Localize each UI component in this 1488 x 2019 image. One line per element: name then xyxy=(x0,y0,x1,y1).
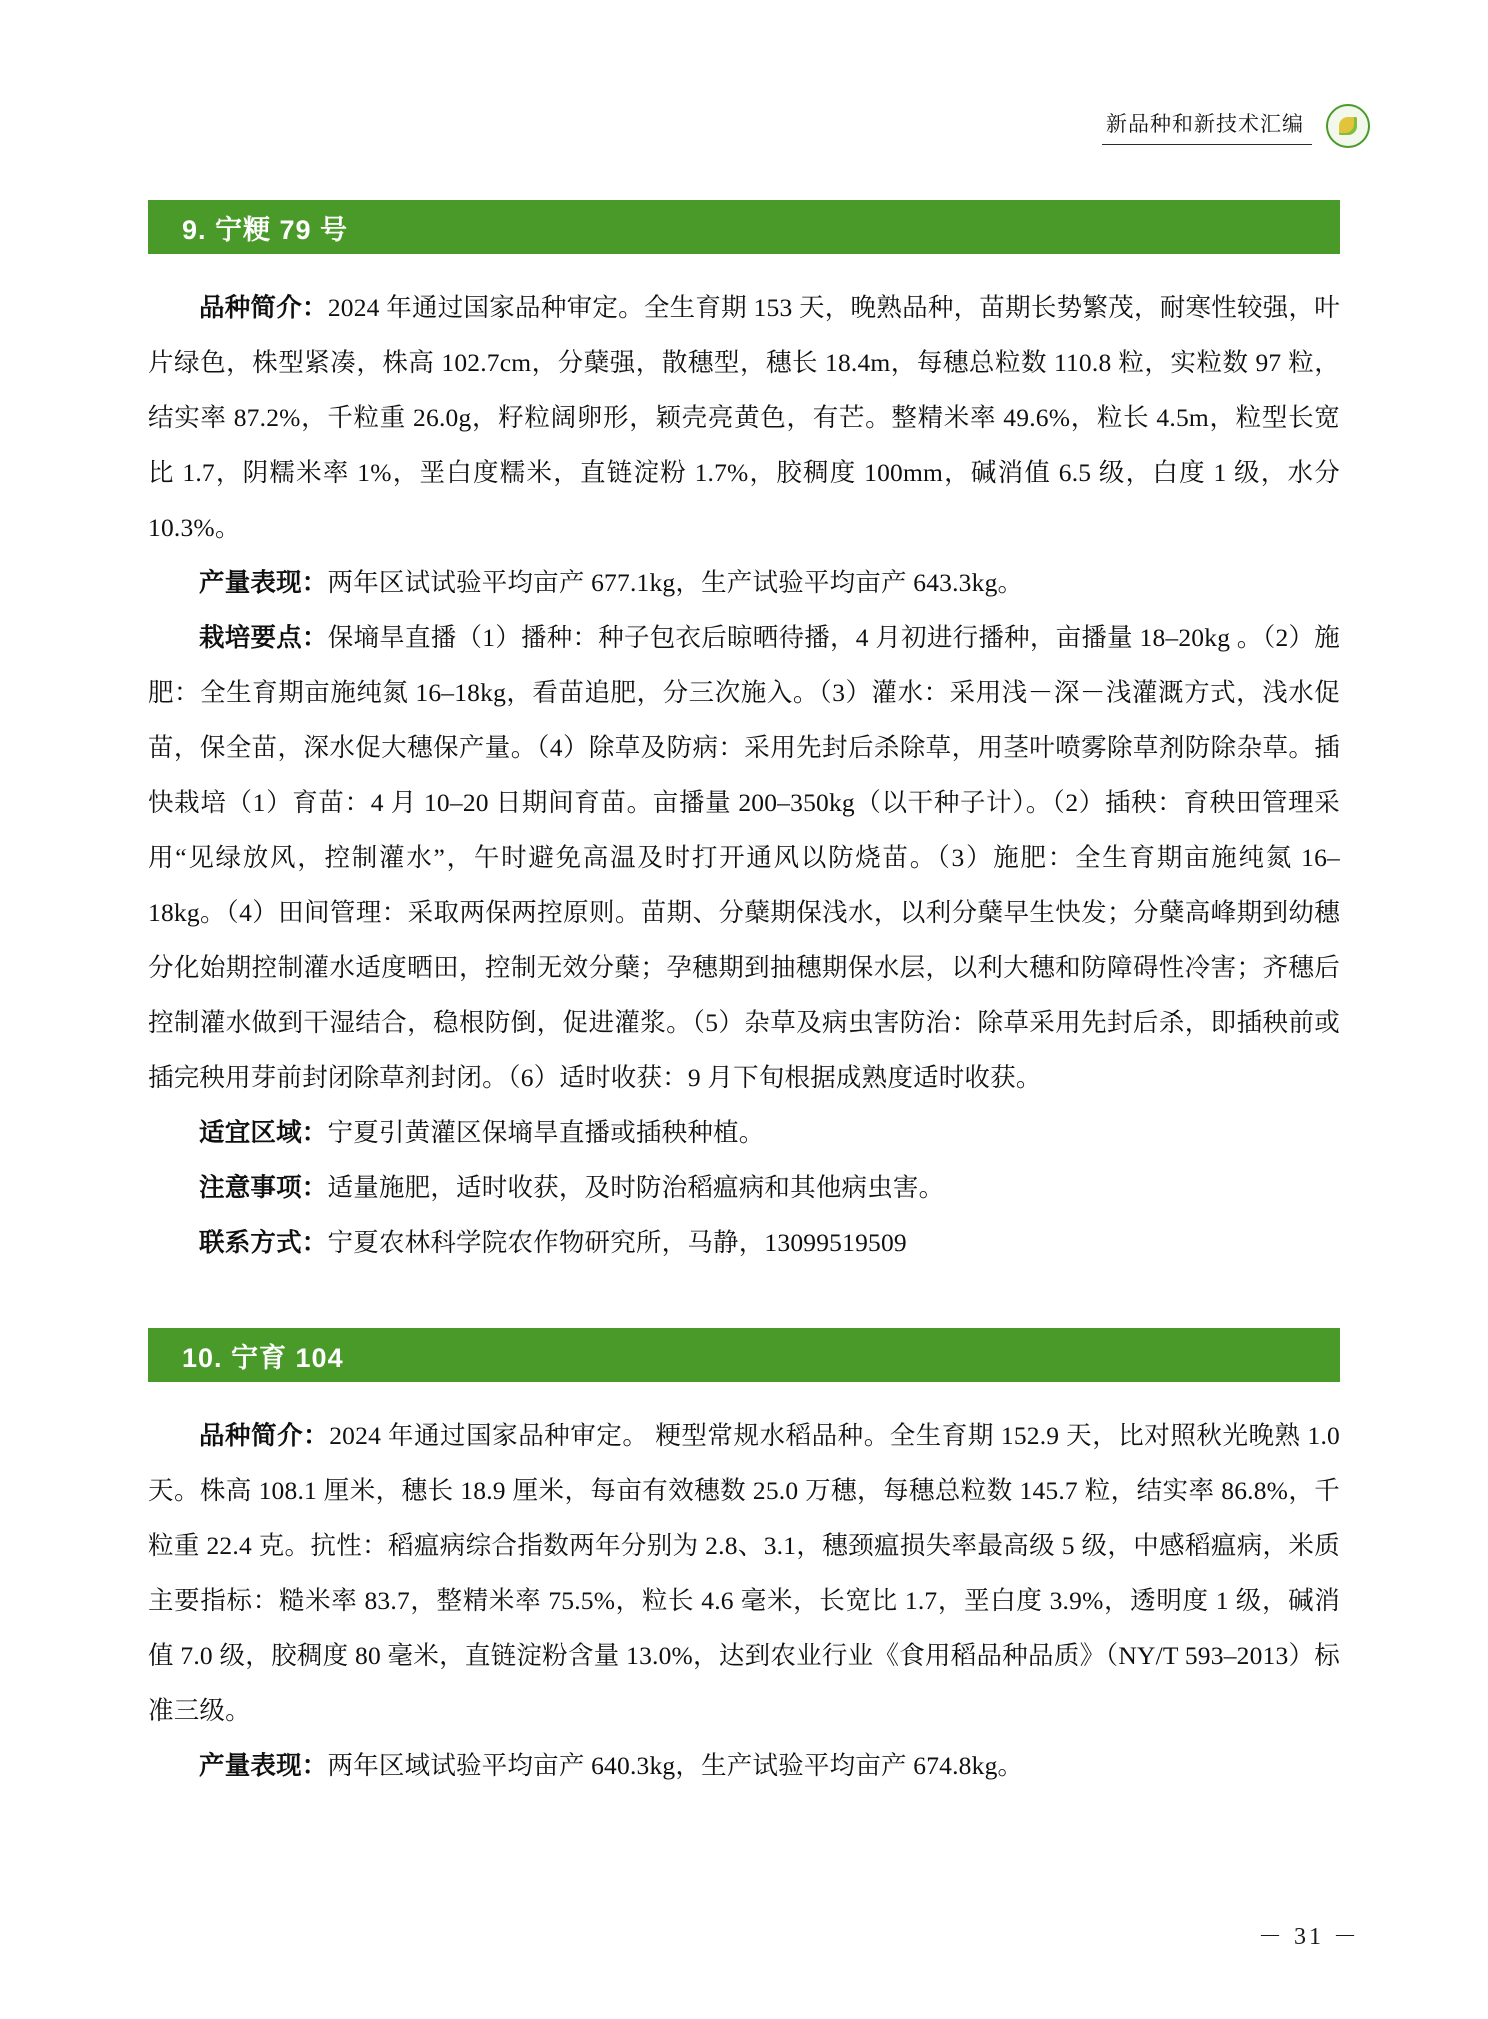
section-body-10 xyxy=(148,1408,1340,1793)
paragraph-label: 联系方式： xyxy=(199,1228,328,1257)
paragraph-yield-9 xyxy=(148,555,1340,610)
paragraph-yield-10 xyxy=(148,1738,1340,1793)
paragraph-notes-9 xyxy=(148,1160,1340,1215)
paragraph-region-9 xyxy=(148,1105,1340,1160)
paragraph-label: 注意事项： xyxy=(199,1173,328,1202)
paragraph-intro-10 xyxy=(148,1408,1340,1738)
paragraph-text: 保墒旱直播（1）播种：种子包衣后晾晒待播，4 月初进行播种，亩播量 18–20kg 。（2）施肥：全生育期亩施纯氮 16–18kg，看苗追肥，分三次施入。（3）灌水：采用浅－深－浅灌溉方式，浅水促苗，保全苗，深水促大穗保产量。（4）除草及防病：采用先封后杀除草，用茎叶喷雾除草剂防除杂草。插快栽培（1）育苗：4 月 10–20 日期间育苗。亩播量 200–350kg（以干种子计）。（2）插秧：育秧田管理采用“见绿放风，控制灌水”，午时避免高温及时打开通风以防烧苗。（3）施肥：全生育期亩施纯氮 16–18kg。（4）田间管理：采取两保两控原则。苗期、分蘖期保浅水，以利分蘖早生快发；分蘖高峰期到幼穗分化始期控制灌水适度晒田，控制无效分蘖；孕穗期到抽穗期保水层，以利大穗和防障碍性冷害；齐穗后控制灌水做到干湿结合，稳根防倒，促进灌浆。（5）杂草及病虫害防治：除草采用先封后杀，即插秧前或插完秧用芽前封闭除草剂封闭。（6）适时收获：9 月下旬根据成熟度适时收获。 xyxy=(148,623,1340,1092)
paragraph-text: 两年区试试验平均亩产 677.1kg，生产试验平均亩产 643.3kg。 xyxy=(327,568,1024,597)
section-heading-10: 10. 宁育 104 xyxy=(148,1328,1340,1382)
paragraph-label: 品种简介： xyxy=(199,1421,330,1450)
paragraph-label: 栽培要点： xyxy=(199,623,328,652)
paragraph-text: 适量施肥，适时收获，及时防治稻瘟病和其他病虫害。 xyxy=(327,1173,945,1202)
header-title: 新品种和新技术汇编 xyxy=(1102,108,1312,145)
paragraph-label: 产量表现： xyxy=(199,568,328,597)
paragraph-text: 两年区域试验平均亩产 640.3kg，生产试验平均亩产 674.8kg。 xyxy=(327,1751,1024,1780)
paragraph-label: 适宜区域： xyxy=(199,1118,328,1147)
section-body-9 xyxy=(148,280,1340,1270)
section-heading-9: 9. 宁粳 79 号 xyxy=(148,200,1340,254)
paragraph-intro-9 xyxy=(148,280,1340,555)
paragraph-label: 品种简介： xyxy=(199,293,328,322)
paragraph-label: 产量表现： xyxy=(199,1751,328,1780)
page-number: － 31 － xyxy=(1258,1924,1360,1950)
leaf-circle-logo-icon xyxy=(1326,104,1370,148)
section-spacer xyxy=(148,1270,1340,1328)
paragraph-cultivation-9 xyxy=(148,610,1340,1105)
page-header xyxy=(1102,104,1370,148)
paragraph-text: 宁夏引黄灌区保墒旱直播或插秧种植。 xyxy=(327,1118,765,1147)
paragraph-text: 宁夏农林科学院农作物研究所，马静，13099519509 xyxy=(327,1228,907,1257)
paragraph-contact-9 xyxy=(148,1215,1340,1270)
paragraph-text: 2024 年通过国家品种审定。 粳型常规水稻品种。全生育期 152.9 天，比对照秋光晚熟 1.0 天。株高 108.1 厘米，穗长 18.9 厘米，每亩有效穗数 25.0 万穗，每穗总粒数 145.7 粒，结实率 86.8%，千粒重 22.4 克。抗性：稻瘟病综合指数两年分别为 2.8、3.1，穗颈瘟损失率最高级 5 级，中感稻瘟病，米质主要指标：糙米率 83.7，整精米率 75.5%，粒长 4.6 毫米，长宽比 1.7，垩白度 3.9%，透明度 1 级，碱消值 7.0 级，胶稠度 80 毫米，直链淀粉含量 13.0%，达到农业行业《食用稻品种品质》（NY/T 593–2013）标准三级。 xyxy=(148,1421,1340,1725)
document-content xyxy=(148,200,1340,1793)
paragraph-text: 2024 年通过国家品种审定。全生育期 153 天，晚熟品种，苗期长势繁茂，耐寒性较强，叶片绿色，株型紧凑，株高 102.7cm，分蘖强，散穗型，穗长 18.4m，每穗总粒数 110.8 粒，实粒数 97 粒，结实率 87.2%，千粒重 26.0g，籽粒阔卵形，颖壳亮黄色，有芒。整精米率 49.6%，粒长 4.5m，粒型长宽比 1.7，阴糯米率 1%，垩白度糯米，直链淀粉 1.7%，胶稠度 100mm，碱消值 6.5 级，白度 1 级，水分 10.3%。 xyxy=(148,293,1340,542)
